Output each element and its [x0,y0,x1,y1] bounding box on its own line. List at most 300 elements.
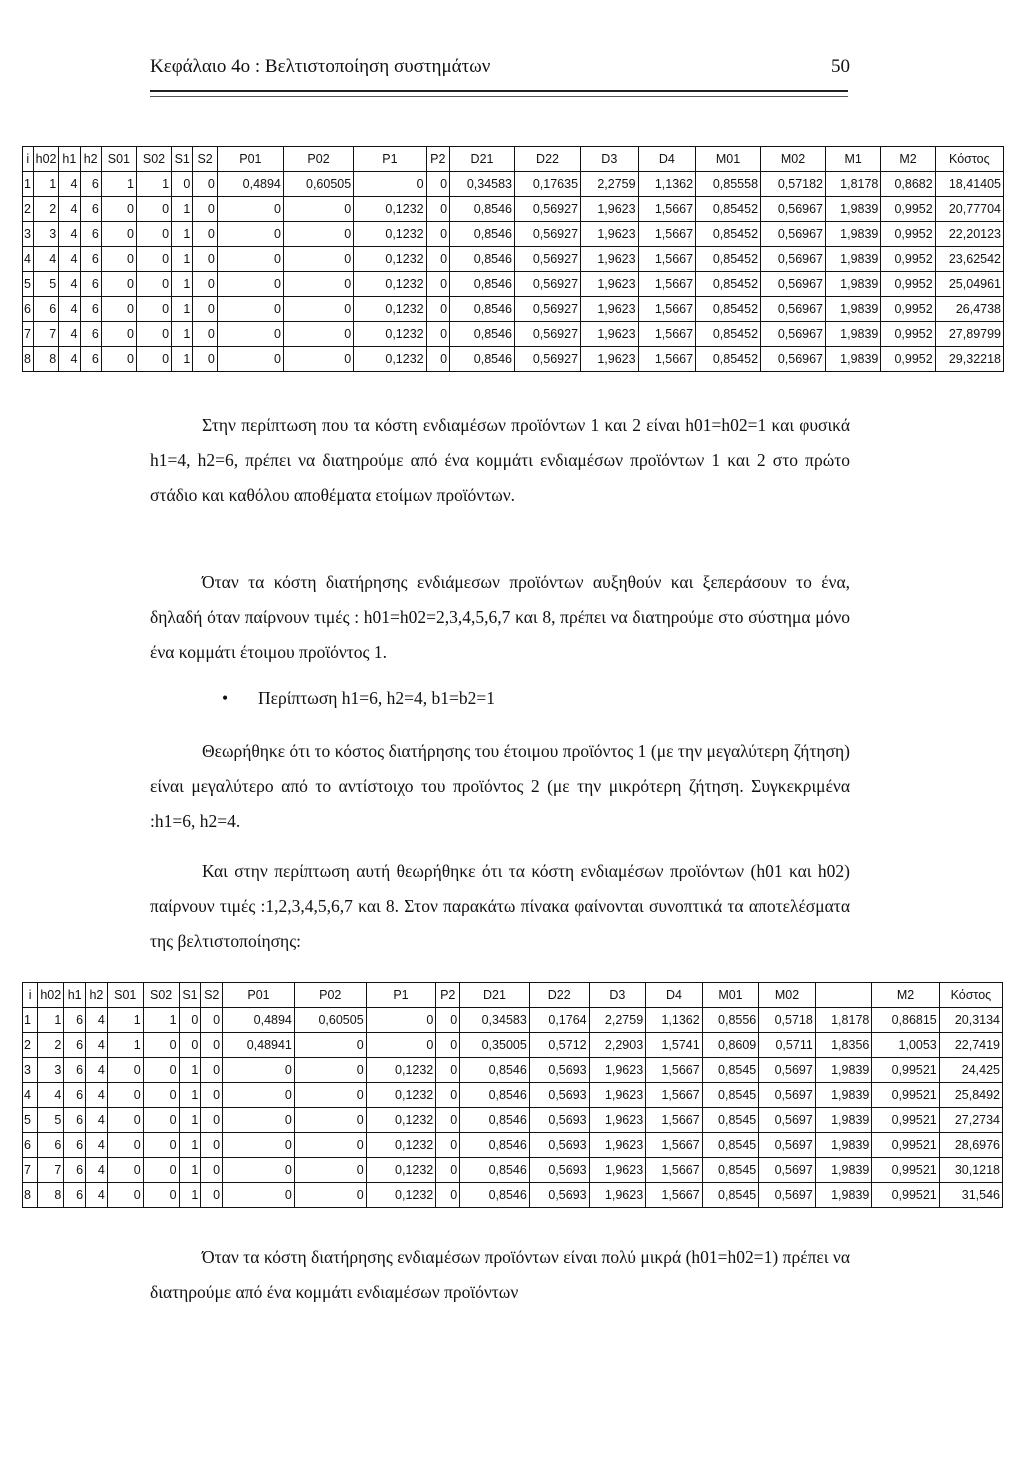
table-cell: 0 [201,1058,223,1083]
table-cell: 0,1232 [366,1083,436,1108]
table-cell: 7 [23,1158,38,1183]
results-table-1 [22,146,1004,372]
table-cell: 3 [33,222,59,247]
table-cell: 1,5667 [638,197,696,222]
table-cell: 0,8545 [702,1083,759,1108]
table-cell: 1,5667 [646,1133,703,1158]
table-cell: 0 [201,1183,223,1208]
table-cell: 0,8546 [450,222,515,247]
table-head [23,983,1003,1008]
table-cell: 0 [217,272,283,297]
table-cell: 4 [86,1008,108,1033]
column-header: P01 [217,147,283,172]
table-cell: 0 [294,1158,366,1183]
table-cell: 0,56967 [761,297,826,322]
table-row [23,1133,1003,1158]
table-cell: 0,5693 [529,1058,589,1083]
table-cell: 0,5693 [529,1183,589,1208]
table-cell: 0,56927 [515,272,581,297]
table-cell: 0 [436,1133,460,1158]
table-cell: 0 [436,1108,460,1133]
column-header: M02 [759,983,816,1008]
paragraph-3: Θεωρήθηκε ότι το κόστος διατήρησης του έτοιμου προϊόντος 1 (με την μεγαλύτερη ζήτηση) είναι μεγαλύτερο από το αντίστοιχο του προϊόντος 2 (με την μικρότερη ζήτηση. Συγκεκριμένα :h1=6, h2=4. [150,741,850,831]
table-cell: 0,34583 [450,172,515,197]
table-cell: 0,8546 [450,297,515,322]
table-cell: 0,56927 [515,297,581,322]
table-cell: 0 [143,1183,179,1208]
table-cell: 1 [179,1158,201,1183]
table-cell: 31,546 [939,1183,1002,1208]
table-cell: 0,9952 [881,347,935,372]
table-cell: 0,57182 [761,172,826,197]
table-cell: 0,1232 [354,197,426,222]
table-cell: 1 [38,1008,64,1033]
table-cell: 7 [38,1158,64,1183]
table-cell: 0 [107,1158,143,1183]
column-header: P2 [426,147,449,172]
table-cell: 4 [59,347,80,372]
table-cell: 0 [193,172,217,197]
table-cell: 0 [179,1008,201,1033]
table-cell: 0,8546 [460,1158,530,1183]
column-header: D22 [529,983,589,1008]
table-cell: 0 [283,272,353,297]
table-cell: 0,9952 [881,272,935,297]
table-cell: 1,1362 [638,172,696,197]
table-cell: 0,56967 [761,222,826,247]
table-cell: 1,8178 [815,1008,872,1033]
column-header: M2 [872,983,939,1008]
paragraph-2: Όταν τα κόστη διατήρησης ενδιάμεσων προϊόντων αυξηθούν και ξεπεράσουν το ένα, δηλαδή όταν παίρνουν τιμές : h01=h02=2,3,4,5,6,7 και 8, πρέπει να διατηρούμε στο σύστημα μόνο ένα κομμάτι έτοιμου προϊόντος 1. [150,572,850,662]
table-cell: 26,4738 [935,297,1003,322]
table-cell: 1,5667 [638,222,696,247]
table-cell: 5 [33,272,59,297]
table-cell: 1 [179,1108,201,1133]
table-cell: 1,9839 [826,347,881,372]
table-cell: 0,5693 [529,1158,589,1183]
column-header: D21 [450,147,515,172]
results-table-2 [22,982,1003,1208]
table-cell: 1,5667 [646,1158,703,1183]
page-header [150,56,850,86]
column-header: h2 [86,983,108,1008]
table-cell: 8 [33,347,59,372]
bullet-dot: • [222,688,229,708]
table-cell: 1,5667 [638,322,696,347]
table-cell: 0,56927 [515,247,581,272]
table-cell: 0,8545 [702,1133,759,1158]
table-cell: 0,85452 [696,197,761,222]
table-cell: 0 [201,1008,223,1033]
table-cell: 0,5697 [759,1058,816,1083]
page-number: 50 [831,56,850,77]
column-header: D3 [581,147,639,172]
table-cell: 4 [59,197,80,222]
table-cell: 0 [283,322,353,347]
paragraph-5: Όταν τα κόστη διατήρησης ενδιαμέσων προϊόντων είναι πολύ μικρά (h01=h02=1) πρέπει να διατηρούμε από ένα κομμάτι ενδιαμέσων προϊόντων [150,1247,850,1302]
table-cell: 29,32218 [935,347,1003,372]
table-cell: 28,6976 [939,1133,1002,1158]
table-cell: 0 [223,1083,295,1108]
table-cell: 1 [179,1083,201,1108]
table-cell: 0 [193,297,217,322]
table-cell: 0,8546 [450,197,515,222]
table-cell: 4 [59,322,80,347]
table-cell: 0 [283,347,353,372]
table-row [23,322,1004,347]
table-cell: 0,85452 [696,247,761,272]
table-cell: 0,56927 [515,347,581,372]
table-cell: 0,99521 [872,1058,939,1083]
table-cell: 0 [101,247,136,272]
table-cell: 2 [38,1033,64,1058]
bullet-text: Περίπτωση h1=6, h2=4, b1=b2=1 [258,688,496,708]
table-cell: 2,2903 [589,1033,646,1058]
table-cell: 6 [80,222,101,247]
table-cell: 0,99521 [872,1183,939,1208]
table-cell: 4 [33,247,59,272]
table-head [23,147,1004,172]
table-cell: 0,99521 [872,1158,939,1183]
column-header: h02 [38,983,64,1008]
table-cell: 6 [64,1133,86,1158]
table-cell: 0 [136,297,171,322]
table-cell: 6 [80,172,101,197]
table-cell: 1,1362 [646,1008,703,1033]
table-cell: 0,8546 [460,1183,530,1208]
table-cell: 0 [172,172,193,197]
table-cell: 5 [38,1108,64,1133]
column-header: M01 [696,147,761,172]
table-cell: 0 [136,222,171,247]
table-cell: 4 [86,1083,108,1108]
table-cell: 6 [80,322,101,347]
table-cell: 6 [64,1183,86,1208]
column-header: Κόστος [935,147,1003,172]
table-cell: 0 [101,322,136,347]
table-cell: 1,9623 [589,1108,646,1133]
table-cell: 0,35005 [460,1033,530,1058]
table-cell: 0 [201,1133,223,1158]
table-cell: 20,3134 [939,1008,1002,1033]
paragraph-1: Στην περίπτωση που τα κόστη ενδιαμέσων προϊόντων 1 και 2 είναι h01=h02=1 και φυσικά h1=4, h2=6, πρέπει να διατηρούμε από ένα κομμάτι ενδιαμέσων προϊόντων 1 και 2 στο πρώτο στάδιο και καθόλου αποθέματα ετοίμων προϊόντων. [150,415,850,505]
column-header: i [23,147,34,172]
table-cell: 0,85558 [696,172,761,197]
table-cell: 0,99521 [872,1083,939,1108]
table-cell: 4 [38,1083,64,1108]
table-cell: 1,8178 [826,172,881,197]
table-row [23,1158,1003,1183]
table-cell: 4 [86,1108,108,1133]
table-cell: 4 [59,247,80,272]
table-cell: 0,60505 [283,172,353,197]
table-cell: 0 [136,247,171,272]
table-cell: 0 [223,1133,295,1158]
header-row [23,983,1003,1008]
column-header: h2 [80,147,101,172]
table-cell: 0,5697 [759,1183,816,1208]
table-cell: 1 [172,322,193,347]
table-cell: 1 [172,222,193,247]
table-cell: 1,9839 [826,272,881,297]
table-cell: 1 [107,1008,143,1033]
column-header: S02 [143,983,179,1008]
column-header: h1 [64,983,86,1008]
table-cell: 5 [23,1108,38,1133]
table-cell: 0 [107,1108,143,1133]
table-cell: 0 [101,272,136,297]
table-cell: 0 [107,1058,143,1083]
table-row [23,347,1004,372]
column-header: S02 [136,147,171,172]
table-cell: 0 [217,322,283,347]
table-cell: 0,56927 [515,222,581,247]
table-cell: 2 [23,197,34,222]
table-cell: 0 [217,297,283,322]
table-cell: 0 [217,347,283,372]
table-cell: 0,1232 [366,1158,436,1183]
table-cell: 1,9839 [815,1108,872,1133]
table-cell: 0 [223,1158,295,1183]
column-header: i [23,983,38,1008]
table-cell: 1 [172,347,193,372]
table-cell: 6 [80,297,101,322]
table-cell: 27,2734 [939,1108,1002,1133]
table-cell: 3 [23,1058,38,1083]
table-cell: 1,9623 [589,1133,646,1158]
table-cell: 1,5667 [638,297,696,322]
table-cell: 1 [23,1008,38,1033]
table-cell: 0,60505 [294,1008,366,1033]
table-cell: 0 [294,1183,366,1208]
table-cell: 0 [143,1158,179,1183]
table-cell: 0 [107,1133,143,1158]
table-cell: 0,99521 [872,1108,939,1133]
table-cell: 0 [193,197,217,222]
table-cell: 0,85452 [696,297,761,322]
table-cell: 1,9839 [815,1158,872,1183]
header-rule [150,90,848,97]
table-cell: 25,04961 [935,272,1003,297]
table-cell: 6 [23,297,34,322]
table-cell: 0,8546 [450,272,515,297]
table-cell: 0 [436,1008,460,1033]
table-cell: 6 [64,1008,86,1033]
column-header: S01 [107,983,143,1008]
table-cell: 0,85452 [696,222,761,247]
table-cell: 0,8546 [460,1058,530,1083]
table-cell: 0 [426,297,449,322]
table-cell: 0 [193,347,217,372]
table-cell: 1,9839 [815,1133,872,1158]
table-cell: 0,8546 [450,322,515,347]
column-header: P1 [354,147,426,172]
table-cell: 1 [23,172,34,197]
table-cell: 1 [172,297,193,322]
table-cell: 1,0053 [872,1033,939,1058]
column-header: Κόστος [939,983,1002,1008]
table-cell: 0,4894 [217,172,283,197]
column-header: M2 [881,147,935,172]
table-cell: 4 [59,222,80,247]
column-header [815,983,872,1008]
table-cell: 0 [143,1033,179,1058]
column-header: D3 [589,983,646,1008]
table-cell: 0 [217,222,283,247]
table-cell: 0 [143,1083,179,1108]
table-cell: 0 [436,1083,460,1108]
table-row [23,1008,1003,1033]
table-row [23,1083,1003,1108]
table-cell: 0,5712 [529,1033,589,1058]
table-cell: 0,8546 [460,1108,530,1133]
table-cell: 0,8546 [460,1083,530,1108]
table-cell: 0,85452 [696,322,761,347]
table-cell: 0 [136,322,171,347]
table-cell: 4 [86,1033,108,1058]
table-cell: 1,5667 [638,347,696,372]
table-cell: 0 [426,247,449,272]
table-cell: 0 [136,347,171,372]
table-cell: 0 [217,197,283,222]
table-row [23,172,1004,197]
table-cell: 0 [223,1108,295,1133]
column-header: P2 [436,983,460,1008]
table-cell: 0,9952 [881,222,935,247]
table-cell: 22,7419 [939,1033,1002,1058]
table-cell: 0 [101,197,136,222]
bullet-case [222,688,495,709]
table-cell: 0,56967 [761,247,826,272]
table-cell: 8 [23,347,34,372]
table-cell: 4 [23,1083,38,1108]
table-cell: 0 [436,1033,460,1058]
table-cell: 1,9623 [589,1083,646,1108]
table-cell: 6 [33,297,59,322]
table-cell: 0,9952 [881,322,935,347]
column-header: M01 [702,983,759,1008]
column-header: S01 [101,147,136,172]
table-cell: 1,9839 [826,247,881,272]
table-cell: 0,8546 [450,347,515,372]
column-header: S2 [201,983,223,1008]
table-cell: 0,85452 [696,347,761,372]
table-cell: 0 [283,197,353,222]
table-cell: 24,425 [939,1058,1002,1083]
table-row [23,247,1004,272]
table-cell: 1,8356 [815,1033,872,1058]
table-cell: 4 [59,297,80,322]
table-cell: 0 [193,222,217,247]
table-cell: 1 [107,1033,143,1058]
table-cell: 0 [426,322,449,347]
table-row [23,1108,1003,1133]
table-cell: 0 [136,197,171,222]
table-cell: 1,5667 [638,272,696,297]
column-header: P02 [283,147,353,172]
header-row [23,147,1004,172]
table-cell: 0,56967 [761,197,826,222]
table-cell: 0 [294,1108,366,1133]
table-cell: 1 [179,1133,201,1158]
table-cell: 0,56927 [515,322,581,347]
table-cell: 0,1232 [366,1183,436,1208]
table-cell: 1,9623 [589,1183,646,1208]
table-cell: 0,5693 [529,1108,589,1133]
column-header: D4 [646,983,703,1008]
table-cell: 6 [64,1058,86,1083]
table-cell: 1,5667 [646,1083,703,1108]
table-cell: 0,86815 [872,1008,939,1033]
table-row [23,1033,1003,1058]
table-cell: 0,56967 [761,347,826,372]
column-header: D21 [460,983,530,1008]
table-cell: 7 [33,322,59,347]
table-cell: 0,1232 [354,322,426,347]
table-cell: 1,5667 [646,1183,703,1208]
table-cell: 0,8545 [702,1058,759,1083]
column-header: h1 [59,147,80,172]
table-cell: 0,48941 [223,1033,295,1058]
table-cell: 4 [23,247,34,272]
column-header: M02 [761,147,826,172]
table-cell: 0,1232 [366,1058,436,1083]
table-cell: 3 [38,1058,64,1083]
table-cell: 4 [59,172,80,197]
table-cell: 1,9839 [826,322,881,347]
table-cell: 6 [80,197,101,222]
table-cell: 23,62542 [935,247,1003,272]
table-cell: 0 [201,1083,223,1108]
table-cell: 0,1232 [354,247,426,272]
table-cell: 0 [179,1033,201,1058]
table-cell: 8 [23,1183,38,1208]
table-cell: 1,9623 [581,297,639,322]
table-cell: 0 [426,222,449,247]
table-cell: 0,1232 [354,272,426,297]
table-cell: 0,56967 [761,322,826,347]
table-cell: 0,8556 [702,1008,759,1033]
table-cell: 0 [223,1183,295,1208]
table-cell: 1,9839 [826,297,881,322]
table-cell: 0 [366,1008,436,1033]
table-cell: 4 [86,1183,108,1208]
column-header: D4 [638,147,696,172]
table-cell: 0 [201,1158,223,1183]
table-cell: 0 [143,1108,179,1133]
table-cell: 0,1232 [354,347,426,372]
table-cell: 0,5693 [529,1083,589,1108]
table-cell: 1 [172,247,193,272]
table-cell: 0 [426,197,449,222]
table-cell: 0,9952 [881,297,935,322]
table-cell: 0 [354,172,426,197]
table-cell: 18,41405 [935,172,1003,197]
table-cell: 0 [101,222,136,247]
table-cell: 0 [143,1058,179,1083]
table-cell: 0 [283,247,353,272]
table-cell: 4 [86,1058,108,1083]
table-cell: 0 [294,1058,366,1083]
table-cell: 1 [172,197,193,222]
table-cell: 0,8545 [702,1108,759,1133]
table-cell: 8 [38,1183,64,1208]
table-cell: 1,5667 [646,1058,703,1083]
table-cell: 6 [64,1108,86,1133]
table-cell: 1,5667 [646,1108,703,1133]
paragraph-4: Και στην περίπτωση αυτή θεωρήθηκε ότι τα κόστη ενδιαμέσων προϊόντων (h01 και h02) παίρνουν τιμές :1,2,3,4,5,6,7 και 8. Στον παρακάτω πίνακα φαίνονται συνοπτικά τα αποτελέσματα της βελτιστοποίησης: [150,861,850,951]
table-cell: 0 [283,297,353,322]
